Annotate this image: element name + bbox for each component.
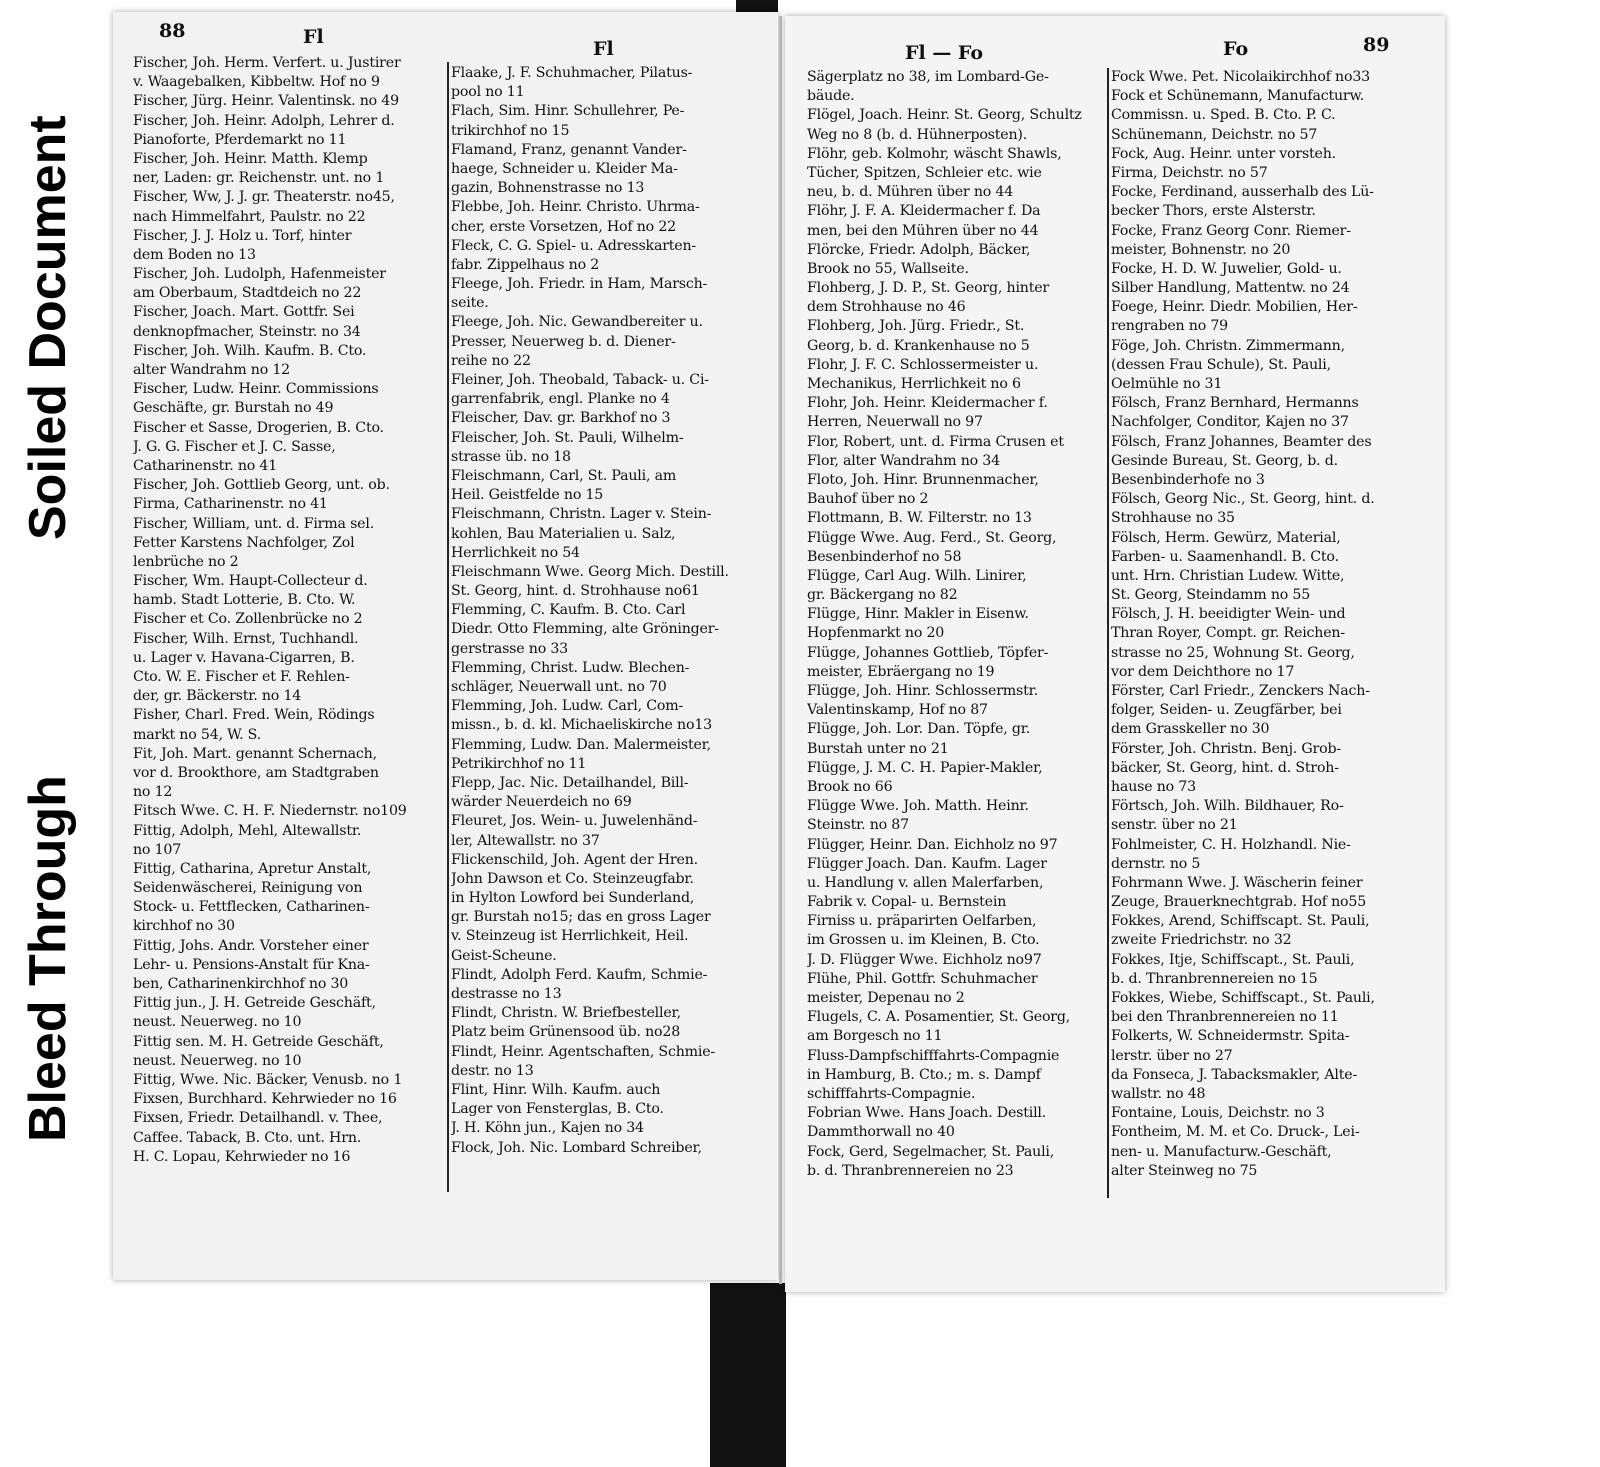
directory-line: Fock et Schünemann, Manufacturw. <box>1111 88 1365 105</box>
directory-line: Fölsch, J. H. beeidigter Wein- und <box>1111 606 1346 623</box>
directory-line: v. Waagebalken, Kibbeltw. Hof no 9 <box>133 74 380 91</box>
directory-line: Fittig, Johs. Andr. Vorsteher einer <box>133 937 369 954</box>
directory-line: Flörcke, Friedr. Adolph, Bäcker, <box>807 241 1031 258</box>
directory-line: strasse no 25, Wohnung St. Georg, <box>1111 644 1355 661</box>
directory-line: Focke, H. D. W. Juwelier, Gold- u. <box>1111 260 1342 277</box>
directory-line: Flügge Wwe. Joh. Matth. Heinr. <box>807 798 1029 815</box>
directory-line: Platz beim Grünensood üb. no28 <box>451 1024 681 1041</box>
directory-line: Bauhof über no 2 <box>807 491 929 508</box>
directory-line: Zeuge, Brauerknechtgrab. Hof no55 <box>1111 894 1367 911</box>
directory-line: Nachfolger, Conditor, Kajen no 37 <box>1111 414 1349 431</box>
directory-line: nen- u. Manufacturw.-Geschäft, <box>1111 1143 1332 1160</box>
directory-line: fabr. Zippelhaus no 2 <box>451 256 600 273</box>
directory-line: b. d. Thranbrennereien no 15 <box>1111 970 1318 987</box>
directory-line: Flindt, Christn. W. Briefbesteller, <box>451 1005 681 1022</box>
directory-line: destrasse no 13 <box>451 986 562 1002</box>
directory-line: Brook no 55, Wallseite. <box>807 260 969 277</box>
directory-line: Flemming, Christ. Ludw. Blechen- <box>451 659 690 676</box>
left-page <box>113 12 778 1280</box>
directory-line: Flohr, J. F. C. Schlossermeister u. <box>807 356 1039 373</box>
directory-line: missn., b. d. kl. Michaeliskirche no13 <box>451 717 712 734</box>
directory-line: Fittig, Catharina, Apretur Anstalt, <box>133 860 372 877</box>
directory-line: Fobrian Wwe. Hans Joach. Destill. <box>807 1105 1047 1122</box>
right-column-head: Fo <box>1223 38 1249 60</box>
directory-line: vor dem Deichthore no 17 <box>1111 663 1295 680</box>
directory-line: Seidenwäscherei, Reinigung von <box>133 880 363 897</box>
directory-line: Flügge, Johannes Gottlieb, Töpfer- <box>807 644 1049 661</box>
directory-line: Folkerts, W. Schneidermstr. Spita- <box>1111 1028 1350 1045</box>
directory-line: meister, Ebräergang no 19 <box>807 663 995 680</box>
directory-line: Firma, Catharinenstr. no 41 <box>133 496 328 513</box>
directory-line: Flindt, Adolph Ferd. Kaufm, Schmie- <box>451 966 708 983</box>
directory-line: Flühe, Phil. Gottfr. Schuhmacher <box>807 970 1038 987</box>
directory-line: Hopfenmarkt no 20 <box>807 625 945 642</box>
directory-line: Fitsch Wwe. C. H. F. Niedernstr. no109 <box>133 803 407 820</box>
directory-line: reihe no 22 <box>451 352 531 369</box>
directory-line: Fleege, Joh. Nic. Gewandbereiter u. <box>451 314 703 331</box>
directory-line: Fleck, C. G. Spiel- u. Adresskarten- <box>451 237 697 254</box>
directory-line: Strohhause no 35 <box>1111 510 1235 527</box>
directory-line: Focke, Franz Georg Conr. Riemer- <box>1111 222 1351 239</box>
directory-line: Flügge, Carl Aug. Wilh. Linirer, <box>807 567 1027 584</box>
directory-line: nach Himmelfahrt, Paulstr. no 22 <box>133 208 366 225</box>
left-page-column-1 <box>133 54 445 1167</box>
directory-line: Fischer, Joh. Heinr. Matth. Klemp <box>133 150 368 167</box>
directory-line: Fixsen, Burchhard. Kehrwieder no 16 <box>133 1091 397 1108</box>
left-page-number: 88 <box>159 20 186 42</box>
right-page-column-1 <box>807 68 1105 1181</box>
directory-line: Fischer, William, unt. d. Firma sel. <box>133 515 375 532</box>
directory-line: lenbrüche no 2 <box>133 553 239 570</box>
directory-line: trikirchhof no 15 <box>451 122 570 139</box>
bleed-through-label: Bleed Through <box>19 775 77 1142</box>
directory-line: Petrikirchhof no 11 <box>451 755 587 772</box>
directory-line: v. Steinzeug ist Herrlichkeit, Heil. <box>451 928 689 945</box>
directory-line: Flottmann, B. W. Filterstr. no 13 <box>807 510 1032 527</box>
directory-line: Fischer et Sasse, Drogerien, B. Cto. <box>133 419 384 436</box>
directory-line: Flach, Sim. Hinr. Schullehrer, Pe- <box>451 103 685 120</box>
directory-line: meister, Depenau no 2 <box>807 990 965 1006</box>
directory-line: im Grossen u. im Kleinen, B. Cto. <box>807 932 1040 949</box>
directory-line: Geist-Scheune. <box>451 947 557 964</box>
directory-line: Steinstr. no 87 <box>807 817 909 834</box>
directory-line: Commissn. u. Sped. B. Cto. P. C. <box>1111 107 1336 124</box>
directory-line: Fittig jun., J. H. Getreide Geschäft, <box>133 995 376 1012</box>
directory-line: seite. <box>451 295 489 312</box>
directory-line: Flügge, Joh. Hinr. Schlossermstr. <box>807 683 1038 699</box>
directory-line: in Hylton Lowford bei Sunderland, <box>451 890 695 907</box>
directory-line: Weg no 8 (b. d. Hühnerposten). <box>807 126 1028 143</box>
directory-line: Flügge Wwe. Aug. Ferd., St. Georg, <box>807 529 1057 546</box>
directory-line: Flamand, Franz, genannt Vander- <box>451 141 687 158</box>
directory-line: Fokkes, Wiebe, Schiffscapt., St. Pauli, <box>1111 990 1375 1006</box>
directory-line: Foege, Heinr. Diedr. Mobilien, Her- <box>1111 299 1358 316</box>
directory-line: b. d. Thranbrennereien no 23 <box>807 1162 1014 1179</box>
directory-line: Fleischer, Joh. St. Pauli, Wilhelm- <box>451 429 684 446</box>
directory-line: Fabrik v. Copal- u. Bernstein <box>807 894 1007 911</box>
directory-line: Firniss u. präparirten Oelfarben, <box>807 913 1037 930</box>
directory-line: Besenbinderhofe no 3 <box>1111 471 1265 488</box>
directory-line: Flohberg, J. D. P., St. Georg, hinter <box>807 280 1049 297</box>
binding-spine-bottom <box>710 1283 786 1467</box>
right-page <box>785 16 1445 1292</box>
directory-line: neust. Neuerweg. no 10 <box>133 1014 302 1031</box>
directory-line: Floto, Joh. Hinr. Brunnenmacher, <box>807 471 1039 488</box>
directory-line: Flügge, Joh. Lor. Dan. Töpfe, gr. <box>807 721 1031 738</box>
directory-line: Flemming, C. Kaufm. B. Cto. Carl <box>451 602 686 619</box>
directory-line: markt no 54, W. S. <box>133 726 262 743</box>
directory-line: Brook no 66 <box>807 778 893 795</box>
directory-line: destr. no 13 <box>451 1062 534 1079</box>
directory-line: Fölsch, Herm. Gewürz, Material, <box>1111 529 1341 546</box>
directory-line: hamb. Stadt Lotterie, B. Cto. W. <box>133 592 356 609</box>
directory-line: Gesinde Bureau, St. Georg, b. d. <box>1111 452 1338 469</box>
directory-line: Fischer, J. J. Holz u. Torf, hinter <box>133 227 352 244</box>
directory-line: bäude. <box>807 88 855 105</box>
directory-line: Lehr- u. Pensions-Anstalt für Kna- <box>133 956 370 973</box>
directory-line: vor d. Brookthore, am Stadtgraben <box>133 764 379 781</box>
directory-line: alter Steinweg no 75 <box>1111 1162 1258 1179</box>
right-page-column-2 <box>1111 68 1437 1181</box>
directory-line: rengraben no 79 <box>1111 318 1229 335</box>
directory-line: men, bei den Mühren über no 44 <box>807 222 1039 239</box>
directory-line: gr. Burstah no15; das en gross Lager <box>451 909 711 926</box>
directory-line: Fluss-Dampfschifffahrts-Compagnie <box>807 1047 1060 1064</box>
directory-line: Fleischmann, Christn. Lager v. Stein- <box>451 506 712 523</box>
gutter-line <box>779 16 782 1284</box>
directory-line: ler, Altewallstr. no 37 <box>451 832 600 849</box>
right-page-number: 89 <box>1363 34 1390 56</box>
directory-line: J. D. Flügger Wwe. Eichholz no97 <box>807 951 1042 968</box>
directory-line: J. H. Köhn jun., Kajen no 34 <box>451 1120 644 1137</box>
directory-line: Flor, Robert, unt. d. Firma Crusen et <box>807 433 1064 450</box>
directory-line: Fleischer, Dav. gr. Barkhof no 3 <box>451 410 671 427</box>
directory-line: Fittig, Wwe. Nic. Bäcker, Venusb. no 1 <box>133 1071 403 1088</box>
directory-line: Schünemann, Deichstr. no 57 <box>1111 126 1318 143</box>
directory-line: da Fonseca, J. Tabacksmakler, Alte- <box>1111 1066 1358 1083</box>
directory-line: Fischer, Joh. Ludolph, Hafenmeister <box>133 266 386 283</box>
directory-line: Lager von Fensterglas, B. Cto. <box>451 1101 664 1118</box>
directory-line: Herren, Neuerwall no 97 <box>807 414 983 431</box>
directory-line: Fölsch, Franz Johannes, Beamter des <box>1111 433 1372 450</box>
directory-line: Pianoforte, Pferdemarkt no 11 <box>133 131 347 148</box>
directory-line: strasse üb. no 18 <box>451 448 571 465</box>
directory-line: Fixsen, Friedr. Detailhandl. v. Thee, <box>133 1110 383 1127</box>
directory-line: Fokkes, Itje, Schiffscapt., St. Pauli, <box>1111 951 1355 968</box>
directory-line: Flint, Hinr. Wilh. Kaufm. auch <box>451 1081 661 1098</box>
directory-line: Flaake, J. F. Schuhmacher, Pilatus- <box>451 65 693 81</box>
directory-line: Flügger Joach. Dan. Kaufm. Lager <box>807 855 1047 872</box>
directory-line: Herrlichkeit no 54 <box>451 544 580 561</box>
directory-line: Fischer et Co. Zollenbrücke no 2 <box>133 611 363 628</box>
directory-line: Stock- u. Fettflecken, Catharinen- <box>133 899 370 916</box>
directory-line: Fittig, Adolph, Mehl, Altewallstr. <box>133 822 362 839</box>
directory-line: Fleiner, Joh. Theobald, Taback- u. Ci- <box>451 372 709 388</box>
directory-line: dem Strohhause no 46 <box>807 299 966 316</box>
directory-line: Fleege, Joh. Friedr. in Ham, Marsch- <box>451 276 708 293</box>
directory-line: Burstah unter no 21 <box>807 740 949 757</box>
directory-line: St. Georg, Steindamm no 55 <box>1111 587 1311 604</box>
directory-line: Förster, Carl Friedr., Zenckers Nach- <box>1111 683 1370 699</box>
directory-line: in Hamburg, B. Cto.; m. s. Dampf <box>807 1066 1041 1083</box>
directory-line: Fontaine, Louis, Deichstr. no 3 <box>1111 1105 1325 1122</box>
column-divider <box>1107 68 1109 1198</box>
directory-line: Fischer, Joh. Wilh. Kaufm. B. Cto. <box>133 342 367 359</box>
directory-line: St. Georg, hint. d. Strohhause no61 <box>451 583 700 600</box>
directory-line: Fohrmann Wwe. J. Wäscherin feiner <box>1111 874 1363 891</box>
directory-line: Dammthorwall no 40 <box>807 1124 955 1141</box>
directory-line: bei den Thranbrennereien no 11 <box>1111 1009 1339 1026</box>
directory-line: Flohberg, Joh. Jürg. Friedr., St. <box>807 318 1025 335</box>
soiled-document-label: Soiled Document <box>19 115 77 540</box>
directory-line: alter Wandrahm no 12 <box>133 362 290 378</box>
directory-line: zweite Friedrichstr. no 32 <box>1111 932 1292 949</box>
directory-line: becker Thors, erste Alsterstr. <box>1111 203 1316 220</box>
left-column-head: Fl <box>593 38 614 60</box>
directory-line: neust. Neuerweg. no 10 <box>133 1052 302 1069</box>
directory-line: neu, b. d. Mühren über no 44 <box>807 184 1014 201</box>
directory-line: Fischer, Joh. Heinr. Adolph, Lehrer d. <box>133 112 395 129</box>
directory-line: u. Lager v. Havana-Cigarren, B. <box>133 649 355 666</box>
directory-line: J. G. G. Fischer et J. C. Sasse, <box>133 438 336 455</box>
directory-line: Fleischmann Wwe. Georg Mich. Destill. <box>451 563 729 580</box>
column-divider <box>447 62 449 1192</box>
directory-line: Fischer, Joach. Mart. Gottfr. Sei <box>133 304 355 321</box>
directory-line: Fleuret, Jos. Wein- u. Juwelenhänd- <box>451 813 698 830</box>
directory-line: Flindt, Heinr. Agentschaften, Schmie- <box>451 1043 716 1060</box>
directory-line: haege, Schneider u. Kleider Ma- <box>451 160 678 177</box>
directory-line: Fölsch, Franz Bernhard, Hermanns <box>1111 395 1359 412</box>
directory-line: Catharinenstr. no 41 <box>133 457 278 474</box>
directory-line: Flor, alter Wandrahm no 34 <box>807 452 1000 469</box>
directory-line: Fock Wwe. Pet. Nicolaikirchhof no33 <box>1111 69 1370 85</box>
directory-line: Fokkes, Arend, Schiffscapt. St. Pauli, <box>1111 913 1370 930</box>
directory-line: Mechanikus, Herrlichkeit no 6 <box>807 376 1021 392</box>
directory-line: Flohr, Joh. Heinr. Kleidermacher f. <box>807 395 1048 412</box>
directory-line: Fölsch, Georg Nic., St. Georg, hint. d. <box>1111 491 1375 508</box>
directory-line: Valentinskamp, Hof no 87 <box>807 702 988 719</box>
directory-line: Flügge, Hinr. Makler in Eisenw. <box>807 606 1029 623</box>
directory-line: Flügge, J. M. C. H. Papier-Makler, <box>807 759 1043 776</box>
directory-line: hause no 73 <box>1111 778 1196 795</box>
directory-line: H. C. Lopau, Kehrwieder no 16 <box>133 1148 351 1165</box>
directory-line: Fohlmeister, C. H. Holzhandl. Nie- <box>1111 836 1351 853</box>
directory-line: u. Handlung v. allen Malerfarben, <box>807 874 1044 891</box>
directory-line: der, gr. Bäckerstr. no 14 <box>133 688 302 705</box>
directory-line: kohlen, Bau Materialien u. Salz, <box>451 525 676 542</box>
directory-line: Fit, Joh. Mart. genannt Schernach, <box>133 745 377 762</box>
directory-line: Cto. W. E. Fischer et F. Rehlen- <box>133 669 350 685</box>
directory-line: Förster, Joh. Christn. Benj. Grob- <box>1111 740 1341 757</box>
left-page-column-2 <box>451 64 767 1158</box>
directory-line: Föge, Joh. Christn. Zimmermann, <box>1111 337 1345 354</box>
directory-line: Besenbinderhof no 58 <box>807 548 962 565</box>
right-running-head: Fl — Fo <box>905 42 984 64</box>
directory-line: no 107 <box>133 841 182 858</box>
directory-line: Flock, Joh. Nic. Lombard Schreiber, <box>451 1139 702 1156</box>
directory-line: denknopfmacher, Steinstr. no 34 <box>133 323 361 340</box>
directory-line: Farben- u. Saamenhandl. B. Cto. <box>1111 548 1339 565</box>
directory-line: Flickenschild, Joh. Agent der Hren. <box>451 851 698 868</box>
directory-line: Georg, b. d. Krankenhause no 5 <box>807 337 1030 354</box>
directory-line: Firma, Deichstr. no 57 <box>1111 164 1268 181</box>
directory-line: Flemming, Joh. Ludw. Carl, Com- <box>451 698 684 715</box>
directory-line: unt. Hrn. Christian Ludew. Witte, <box>1111 567 1345 584</box>
directory-line: Fittig sen. M. H. Getreide Geschäft, <box>133 1033 384 1050</box>
directory-line: am Oberbaum, Stadtdeich no 22 <box>133 285 362 302</box>
directory-line: dem Boden no 13 <box>133 246 256 263</box>
directory-line: Förtsch, Joh. Wilh. Bildhauer, Ro- <box>1111 798 1344 815</box>
directory-line: Flebbe, Joh. Heinr. Christo. Uhrma- <box>451 199 700 216</box>
directory-line: Flögel, Joach. Heinr. St. Georg, Schultz <box>807 107 1082 124</box>
directory-line: Oelmühle no 31 <box>1111 376 1223 392</box>
directory-line: Fleischmann, Carl, St. Pauli, am <box>451 467 677 484</box>
directory-line: schläger, Neuerwall unt. no 70 <box>451 679 667 695</box>
directory-line: Heil. Geistfelde no 15 <box>451 487 604 504</box>
directory-line: Fetter Karstens Nachfolger, Zol <box>133 534 355 551</box>
directory-line: wallstr. no 48 <box>1111 1085 1206 1102</box>
directory-line: Fontheim, M. M. et Co. Druck-, Lei- <box>1111 1124 1360 1141</box>
directory-line: Flemming, Ludw. Dan. Malermeister, <box>451 736 711 753</box>
directory-line: lerstr. über no 27 <box>1111 1047 1233 1064</box>
directory-line: garrenfabrik, engl. Planke no 4 <box>451 391 670 408</box>
directory-line: Focke, Ferdinand, ausserhalb des Lü- <box>1111 184 1374 201</box>
directory-line: John Dawson et Co. Steinzeugfabr. <box>451 870 694 887</box>
directory-line: Silber Handlung, Mattentw. no 24 <box>1111 280 1350 297</box>
directory-line: folger, Seiden- u. Zeugfärber, bei <box>1111 702 1342 719</box>
directory-line: Fischer, Wm. Haupt-Collecteur d. <box>133 573 368 590</box>
directory-line: Fischer, Joh. Gottlieb Georg, unt. ob. <box>133 477 390 494</box>
directory-line: Fisher, Charl. Fred. Wein, Rödings <box>133 707 375 724</box>
directory-line: Flepp, Jac. Nic. Detailhandel, Bill- <box>451 774 689 791</box>
directory-line: gerstrasse no 33 <box>451 640 568 657</box>
directory-line: Fischer, Ww, J. J. gr. Theaterstr. no45, <box>133 189 395 206</box>
directory-line: wärder Neuerdeich no 69 <box>451 794 632 811</box>
directory-line: Fischer, Ludw. Heinr. Commissions <box>133 381 379 398</box>
directory-line: dernstr. no 5 <box>1111 855 1201 872</box>
directory-line: Tücher, Spitzen, Schleier etc. wie <box>807 164 1042 181</box>
directory-line: no 12 <box>133 784 173 801</box>
directory-line: Flugels, C. A. Posamentier, St. Georg, <box>807 1009 1071 1026</box>
directory-line: Fischer, Jürg. Heinr. Valentinsk. no 49 <box>133 93 399 110</box>
directory-line: Fock, Gerd, Segelmacher, St. Pauli, <box>807 1143 1055 1160</box>
directory-line: Fischer, Wilh. Ernst, Tuchhandl. <box>133 630 359 647</box>
directory-line: gazin, Bohnenstrasse no 13 <box>451 180 645 197</box>
directory-line: Flöhr, geb. Kolmohr, wäscht Shawls, <box>807 145 1062 162</box>
left-running-head: Fl <box>303 26 324 48</box>
directory-line: ben, Catharinenkirchhof no 30 <box>133 976 349 992</box>
directory-line: pool no 11 <box>451 84 525 101</box>
directory-line: Geschäfte, gr. Burstah no 49 <box>133 400 334 417</box>
directory-line: Flöhr, J. F. A. Kleidermacher f. Da <box>807 203 1041 220</box>
directory-line: senstr. über no 21 <box>1111 817 1238 834</box>
directory-line: Sägerplatz no 38, im Lombard-Ge- <box>807 69 1049 85</box>
directory-line: (dessen Frau Schule), St. Pauli, <box>1111 356 1331 373</box>
directory-line: Fischer, Joh. Herm. Verfert. u. Justirer <box>133 55 401 71</box>
directory-line: Fock, Aug. Heinr. unter vorsteh. <box>1111 145 1336 162</box>
directory-line: kirchhof no 30 <box>133 918 235 935</box>
directory-line: Flügger, Heinr. Dan. Eichholz no 97 <box>807 836 1058 853</box>
directory-line: am Borgesch no 11 <box>807 1028 943 1045</box>
directory-line: ner, Laden: gr. Reichenstr. unt. no 1 <box>133 170 385 187</box>
directory-line: meister, Bohnenstr. no 20 <box>1111 241 1291 258</box>
directory-line: Presser, Neuerweg b. d. Diener- <box>451 333 676 350</box>
directory-line: Thran Royer, Compt. gr. Reichen- <box>1111 625 1345 642</box>
directory-line: Caffee. Taback, B. Cto. unt. Hrn. <box>133 1129 362 1146</box>
directory-line: cher, erste Vorsetzen, Hof no 22 <box>451 218 676 235</box>
directory-line: gr. Bäckergang no 82 <box>807 587 958 604</box>
directory-line: Diedr. Otto Flemming, alte Gröninger- <box>451 621 719 638</box>
directory-line: dem Grasskeller no 30 <box>1111 721 1270 738</box>
directory-line: schifffahrts-Compagnie. <box>807 1085 976 1102</box>
directory-line: bäcker, St. Georg, hint. d. Stroh- <box>1111 759 1339 776</box>
